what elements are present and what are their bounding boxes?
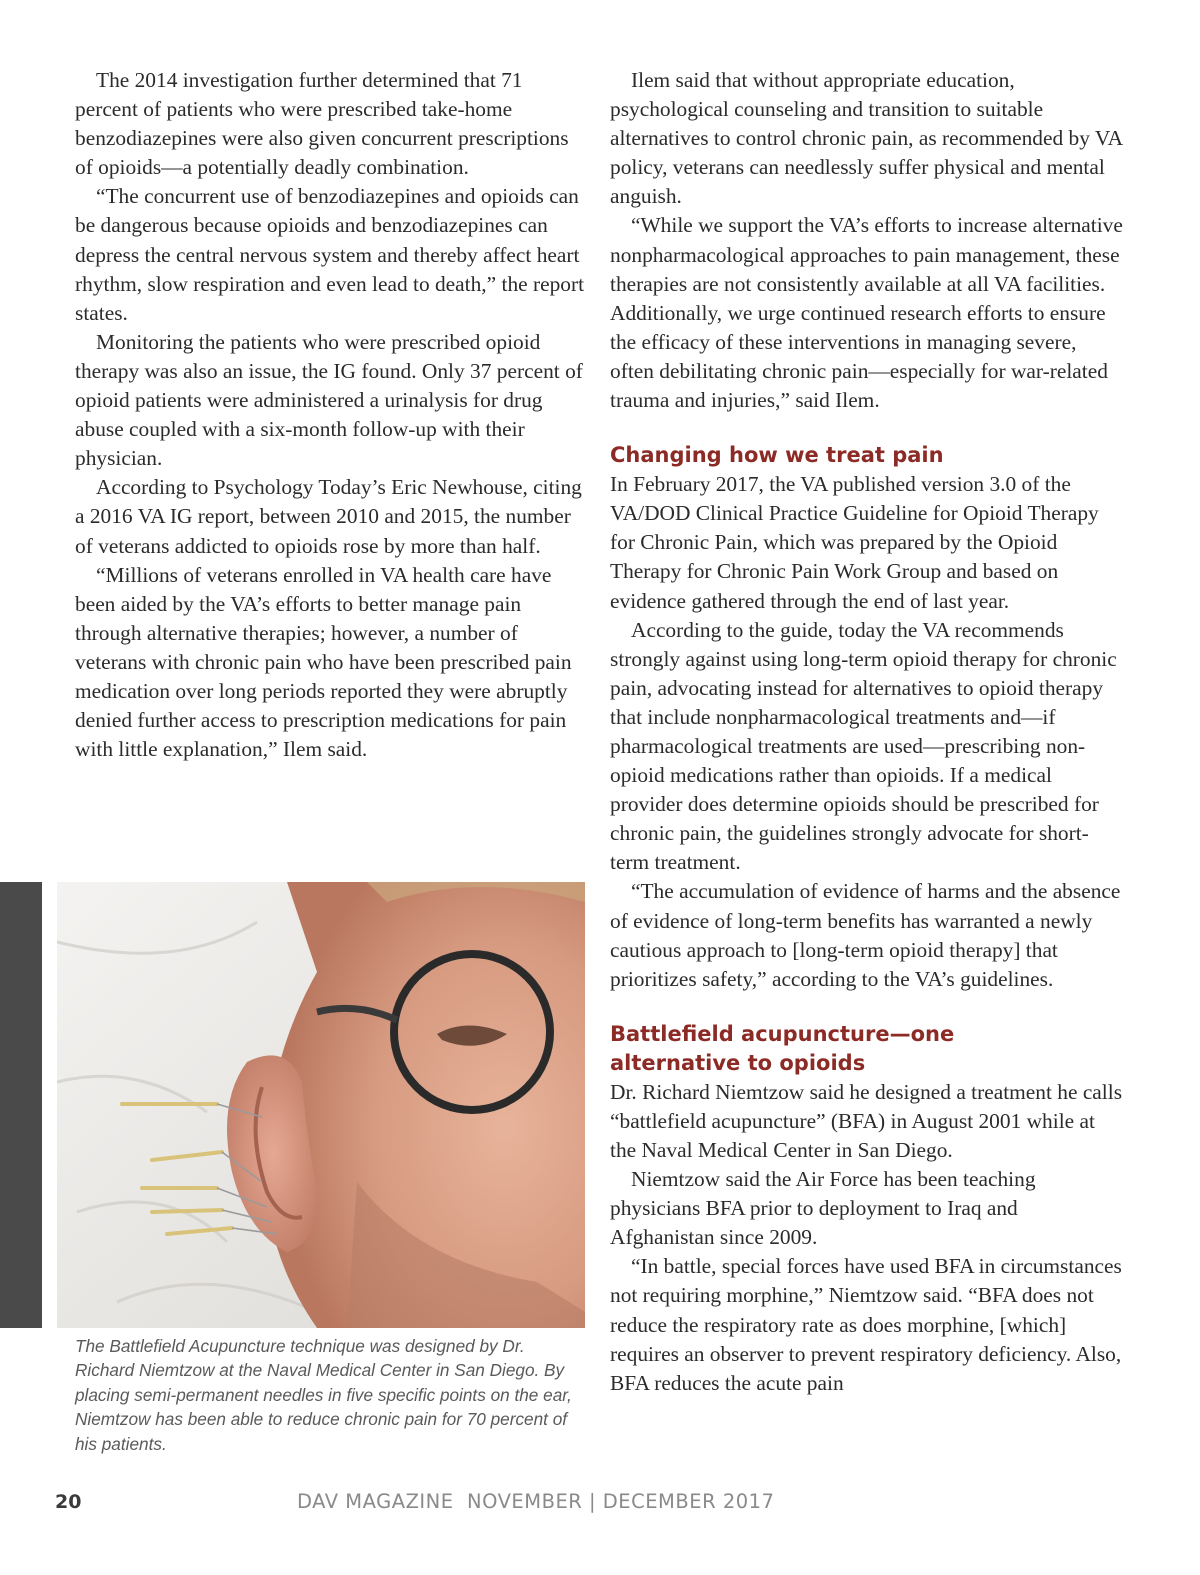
body-paragraph: Niemtzow said the Air Force has been teaching physicians BFA prior to deployment to Iraq and Afghanistan since 2009.	[610, 1167, 1036, 1250]
page-number: 20	[55, 1491, 82, 1513]
acupuncture-illustration	[57, 882, 585, 1328]
side-accent-bar	[0, 882, 42, 1328]
section-heading: Changing how we treat pain	[610, 443, 944, 468]
body-paragraph: “The accumulation of evidence of harms and the absence of evidence of long-term benefits has warranted a newly cautious approach to [long-term opioid therapy] that prioritizes safety,” according to the VA’s guidelines.	[610, 879, 1121, 991]
left-column	[75, 66, 590, 764]
body-paragraph: According to the guide, today the VA recommends strongly against using long-term opioid therapy for chronic pain, advocating instead for alternatives to opioid therapy that include nonpharmacological treatments and—if pharmacological treatments are used—prescribing non-opioid medications rather than opioids. If a medical provider does determine opioids should be prescribed for chronic pain, the guidelines strongly advocate for short-term treatment.	[610, 617, 1117, 875]
body-paragraph: “In battle, special forces have used BFA in circumstances not requiring morphine,” Niemtzow said. “BFA does not reduce the respiratory rate as does morphine, [which] requires an observer to prevent respiratory deficiency. Also, BFA reduces the acute pain	[610, 1254, 1122, 1395]
acupuncture-photo	[57, 882, 585, 1328]
section-heading: Battlefield acupuncture—one alternative to opioids	[610, 1021, 955, 1075]
body-paragraph: Dr. Richard Niemtzow said he designed a treatment he calls “battlefield acupuncture” (BFA) in August 2001 while at the Naval Medical Center in San Diego.	[610, 1079, 1123, 1162]
body-paragraph: In February 2017, the VA published version 3.0 of the VA/DOD Clinical Practice Guideline for Opioid Therapy for Chronic Pain, which was prepared by the Opioid Therapy for Chronic Pain Work Group and based on evidence gathered through the end of last year.	[610, 472, 1099, 613]
section-spacer	[610, 415, 1125, 441]
body-paragraph: Ilem said that without appropriate education, psychological counseling and transition to suitable alternatives to control chronic pain, as recommended by VA policy, veterans can needlessly suffer physical and mental anguish.	[610, 68, 1122, 209]
body-paragraph: “The concurrent use of benzodiazepines and opioids can be dangerous because opioids and benzodiazepines can depress the central nervous system and thereby affect heart rhythm, slow respiration and even lead to death,” the report states.	[75, 184, 585, 325]
body-paragraph: The 2014 investigation further determined that 71 percent of patients who were prescribed take-home benzodiazepines were also given concurrent prescriptions of opioids—a potentially deadly combination.	[75, 68, 569, 180]
body-paragraph: Monitoring the patients who were prescribed opioid therapy was also an issue, the IG found. Only 37 percent of opioid patients were administered a urinalysis for drug abuse coupled with a six-month follow-up with their physician.	[75, 329, 583, 471]
body-paragraph: “Millions of veterans enrolled in VA health care have been aided by the VA’s efforts to better manage pain through alternative therapies; however, a number of veterans with chronic pain who have been prescribed pain medication over long periods reported they were abruptly denied further access to prescription medications for pain with little explanation,” Ilem said.	[75, 562, 572, 762]
body-paragraph: “While we support the VA’s efforts to increase alternative nonpharmacological approaches to pain management, these therapies are not consistently available at all VA facilities. Additionally, we urge continued research efforts to ensure the efficacy of these interventions in managing severe, often debilitating chronic pain—especially for war-related trauma and injuries,” said Ilem.	[610, 213, 1123, 413]
section-spacer	[610, 994, 1125, 1020]
right-column	[610, 66, 1125, 1398]
photo-caption: The Battlefield Acupuncture technique was designed by Dr. Richard Niemtzow at the Naval Medical Center in San Diego. By placing semi-permanent needles in five specific points on the ear, Niemtzow has been able to reduce chronic pain for 70 percent of his patients.	[75, 1336, 572, 1454]
magazine-footer: DAV MAGAZINE NOVEMBER | DECEMBER 2017	[297, 1490, 775, 1513]
body-paragraph: According to Psychology Today’s Eric Newhouse, citing a 2016 VA IG report, between 2010 and 2015, the number of veterans addicted to opioids rose by more than half.	[75, 475, 582, 558]
